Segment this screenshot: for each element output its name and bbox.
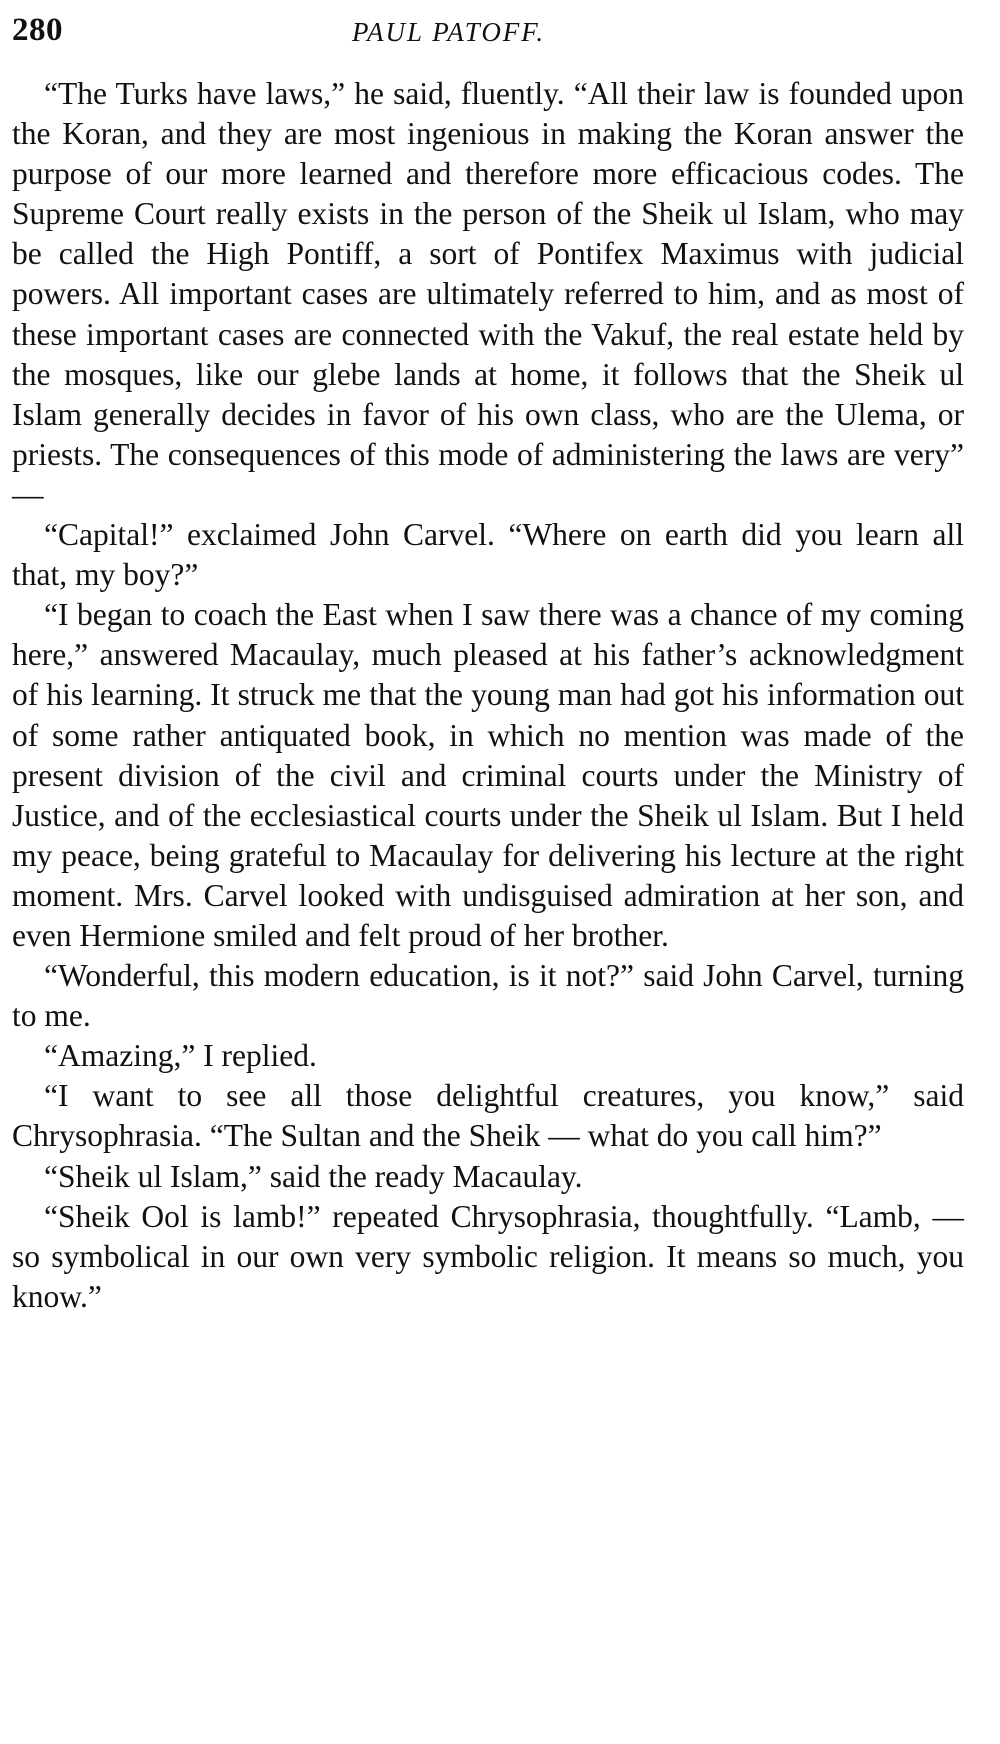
paragraph-coach-the-east: “I began to coach the East when I saw there was a chance of my coming here,” answered Macaulay, much pleased at his father’s acknowledgment of his learning. It struck me that the young man had got his information out of some rather antiquated book, in which no mention was made of the present division of the civil and criminal courts under the Ministry of Justice, and of the ecclesiastical courts under the Sheik ul Islam. But I held my peace, being grateful to Macaulay for delivering his lecture at the right moment. Mrs. Carvel looked with undisguised admiration at her son, and even Hermione smiled and felt proud of her brother.: [12, 597, 964, 953]
paragraph-sheik-ool-is-lamb: “Sheik Ool is lamb!” repeated Chrysophrasia, thoughtfully. “Lamb, — so symbolical in our own very symbolic religion. It means so much, you know.”: [12, 1198, 964, 1314]
paragraph-delightful-creatures: “I want to see all those delightful creatures, you know,” said Chrysophrasia. “The Sultan and the Sheik — what do you call him?”: [12, 1078, 964, 1154]
running-head-title: PAUL PATOFF.: [352, 17, 546, 47]
paragraph-turks-laws: “The Turks have laws,” he said, fluently. “All their law is founded upon the Koran, and they are most ingenious in making the Koran answer the purpose of our more learned and therefore more efficacious codes. The Supreme Court really exists in the person of the Sheik ul Islam, who may be called the High Pontiff, a sort of Pontifex Maximus with judicial powers. All important cases are ultimately referred to him, and as most of these important cases are connected with the Vakuf, the real estate held by the mosques, like our glebe lands at home, it follows that the Sheik ul Islam generally decides in favor of his own class, who are the Ulema, or priests. The consequences of this mode of administering the laws are very” —: [12, 76, 964, 512]
paragraph-wonderful: “Wonderful, this modern education, is it not?” said John Carvel, turning to me.: [12, 958, 964, 1034]
page-number: 280: [12, 12, 63, 48]
paragraph-sheik-ul-islam: “Sheik ul Islam,” said the ready Macaulay.: [44, 1158, 583, 1194]
page-header: [12, 10, 964, 50]
body-text: [12, 74, 964, 1317]
paragraph-amazing: “Amazing,” I replied.: [44, 1038, 317, 1074]
paragraph-capital: “Capital!” exclaimed John Carvel. “Where on earth did you learn all that, my boy?”: [12, 517, 964, 593]
